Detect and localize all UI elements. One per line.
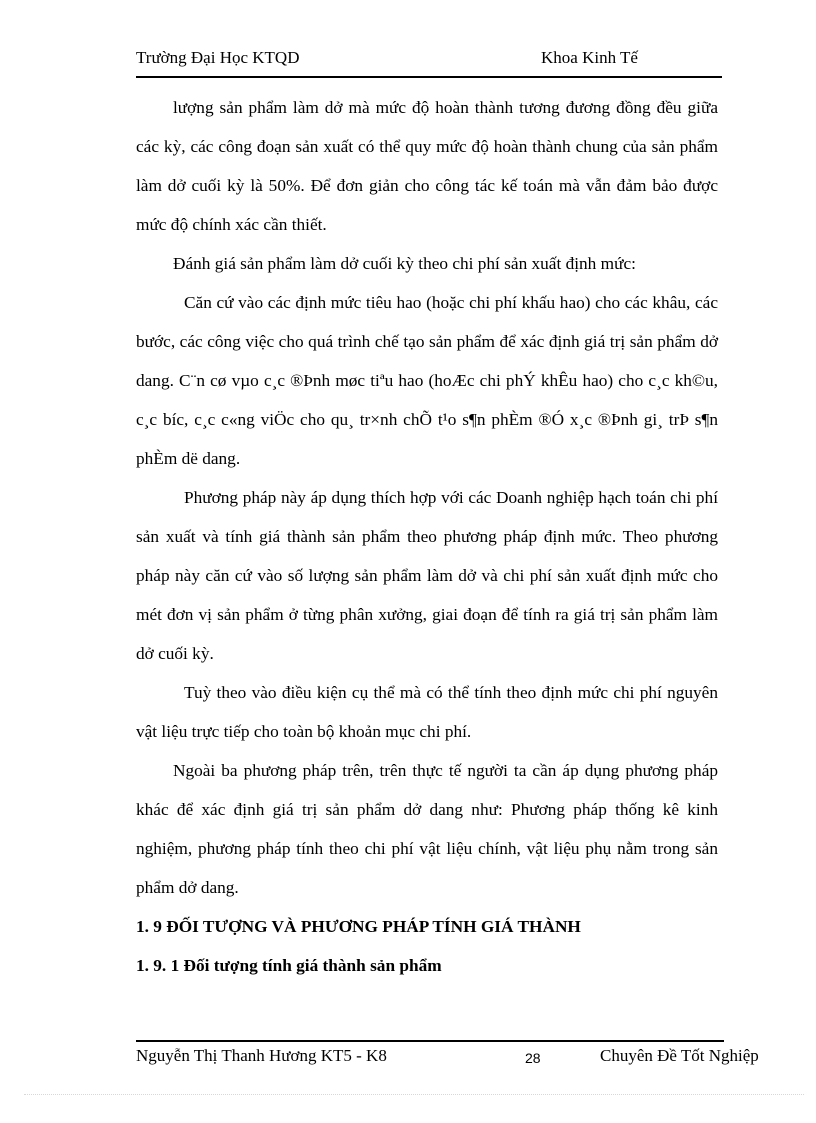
page-body	[136, 88, 718, 985]
paragraph-1: lượng sản phẩm làm dở mà mức độ hoàn thành tương đương đồng đều giữa các kỳ, các công đoạn sản xuất có thể quy mức độ hoàn thành chung của sản phẩm làm dở cuối kỳ là 50%. Để đơn giản cho công tác kế toán mà vẫn đảm bảo được mức độ chính xác cần thiết.	[136, 98, 718, 234]
paragraph-2: Đánh giá sản phẩm làm dở cuối kỳ theo chi phí sản xuất định mức:	[173, 254, 636, 273]
footer-author: Nguyễn Thị Thanh Hương KT5 - K8	[136, 1046, 387, 1065]
subsection-heading: 1. 9. 1 Đối tượng tính giá thành sản phẩm	[136, 956, 442, 975]
page-number: 28	[525, 1050, 541, 1066]
page-edge-divider	[24, 1094, 804, 1095]
header-faculty: Khoa Kinh Tế	[541, 48, 638, 67]
paragraph-5: Tuỳ theo vào điều kiện cụ thể mà có thể tính theo định mức chi phí nguyên vật liệu trực tiếp cho toàn bộ khoản mục chi phí.	[136, 683, 718, 741]
footer-rule	[136, 1040, 724, 1042]
paragraph-4: Phương pháp này áp dụng thích hợp với các Doanh nghiệp hạch toán chi phí sản xuất và tính giá thành sản phẩm theo phương pháp định mức. Theo phương pháp này căn cứ vào số lượng sản phẩm làm dở và chi phí sản xuất định mức cho mét đơn vị sản phẩm ở từng phân xưởng, giai đoạn để tính ra giá trị sản phẩm làm dở cuối kỳ.	[136, 488, 718, 663]
header-school: Trường Đại Học KTQD	[136, 48, 300, 67]
paragraph-3: Căn cứ vào các định mức tiêu hao (hoặc chi phí khấu hao) cho các khâu, các bước, các công việc cho quá trình chế tạo sản phẩm để xác định giá trị sản phẩm dở dang. C¨n cø vµo c¸c ®Þnh møc tiªu hao (hoÆc chi phÝ khÊu hao) cho c¸c kh©u, c¸c bíc, c¸c c«ng viÖc cho qu¸ tr×nh chÕ t¹o s¶n phÈm ®Ó x¸c ®Þnh gi¸ trÞ s¶n phÈm dë dang.	[136, 293, 718, 468]
header-rule	[136, 76, 722, 78]
paragraph-6: Ngoài ba phương pháp trên, trên thực tế người ta cần áp dụng phương pháp khác để xác định giá trị sản phẩm dở dang như: Phương pháp thống kê kinh nghiệm, phương pháp tính theo chi phí vật liệu chính, vật liệu phụ nằm trong sản phẩm dở dang.	[136, 761, 718, 897]
section-heading: 1. 9 ĐỐI TƯỢNG VÀ PHƯƠNG PHÁP TÍNH GIÁ THÀNH	[136, 917, 581, 936]
footer-doc-type: Chuyên Đề Tốt Nghiệp	[600, 1046, 759, 1065]
